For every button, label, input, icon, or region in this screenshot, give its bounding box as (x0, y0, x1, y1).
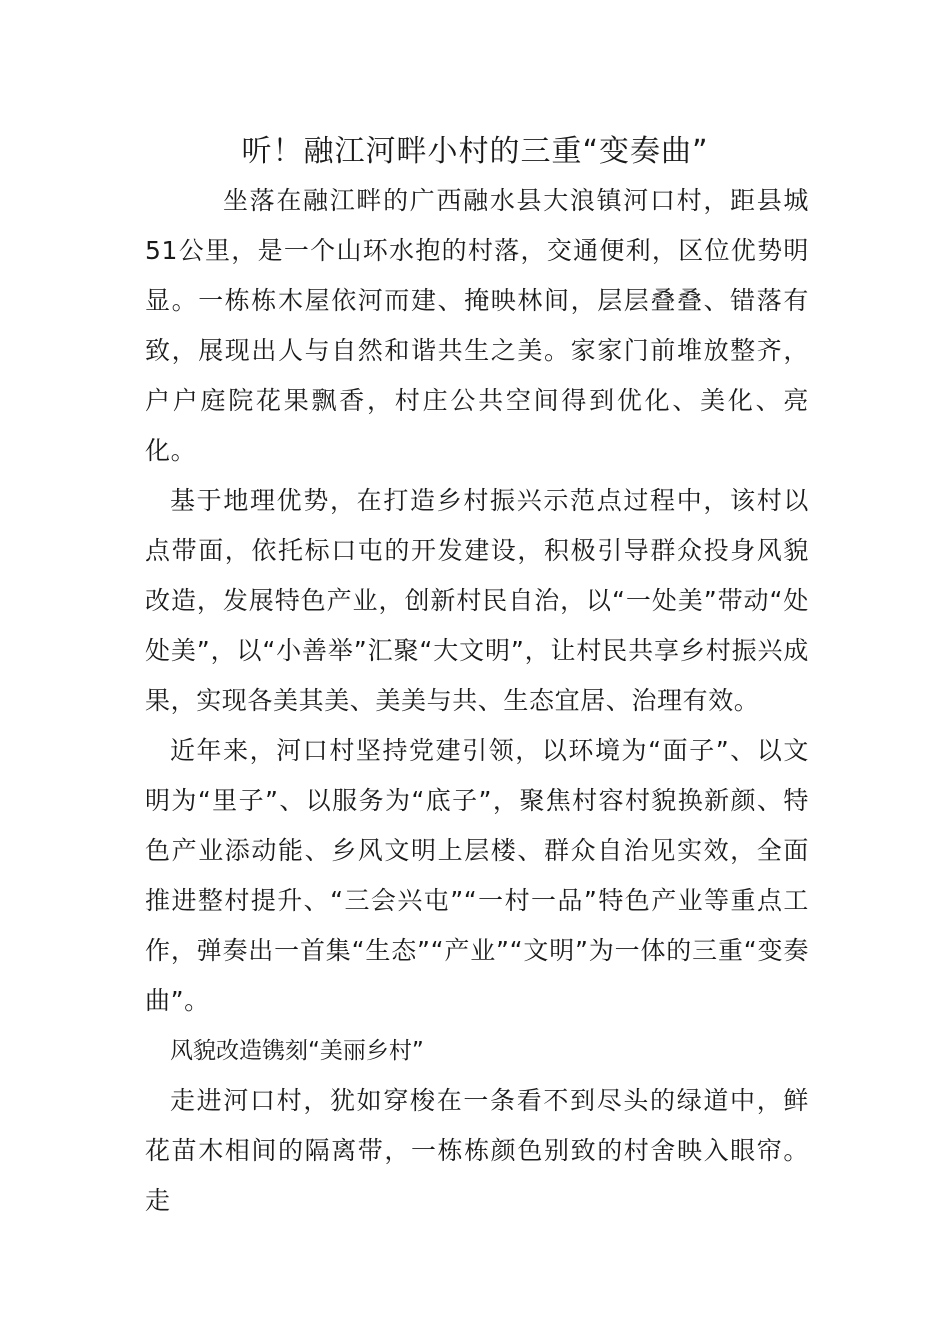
paragraph-recent-years: 近年来，河口村坚持党建引领，以环境为“面子”、以文明为“里子”、以服务为“底子”，聚焦村容村貌换新颜、特色产业添动能、乡风文明上层楼、群众自治见实效，全面推进整村提升、“三会兴屯”“一村一品”特色产业等重点工作，弹奏出一首集“生态”“产业”“文明”为一体的三重“变奏曲”。 (145, 736, 809, 1015)
document-title: 听！融江河畔小村的三重“变奏曲” (241, 134, 709, 169)
paragraph-section-start: 走进河口村，犹如穿梭在一条看不到尽头的绿道中，鲜花苗木相间的隔离带，一栋栋颜色别致的村舍映入眼帘。走 (145, 1086, 809, 1215)
document-body (145, 176, 809, 1226)
paragraph-intro: 坐落在融江畔的广西融水县大浪镇河口村，距县城51公里，是一个山环水抱的村落，交通便利，区位优势明显。一栋栋木屋依河而建、掩映林间，层层叠叠、错落有致，展现出人与自然和谐共生之美。家家门前堆放整齐，户户庭院花果飘香，村庄公共空间得到优化、美化、亮化。 (145, 186, 809, 465)
paragraph-geography: 基于地理优势，在打造乡村振兴示范点过程中，该村以点带面，依托标口屯的开发建设，积极引导群众投身风貌改造，发展特色产业，创新村民自治，以“一处美”带动“处处美”，以“小善举”汇聚“大文明”，让村民共享乡村振兴成果，实现各美其美、美美与共、生态宜居、治理有效。 (145, 486, 809, 715)
section-heading: 风貌改造镌刻“美丽乡村” (170, 1038, 424, 1064)
